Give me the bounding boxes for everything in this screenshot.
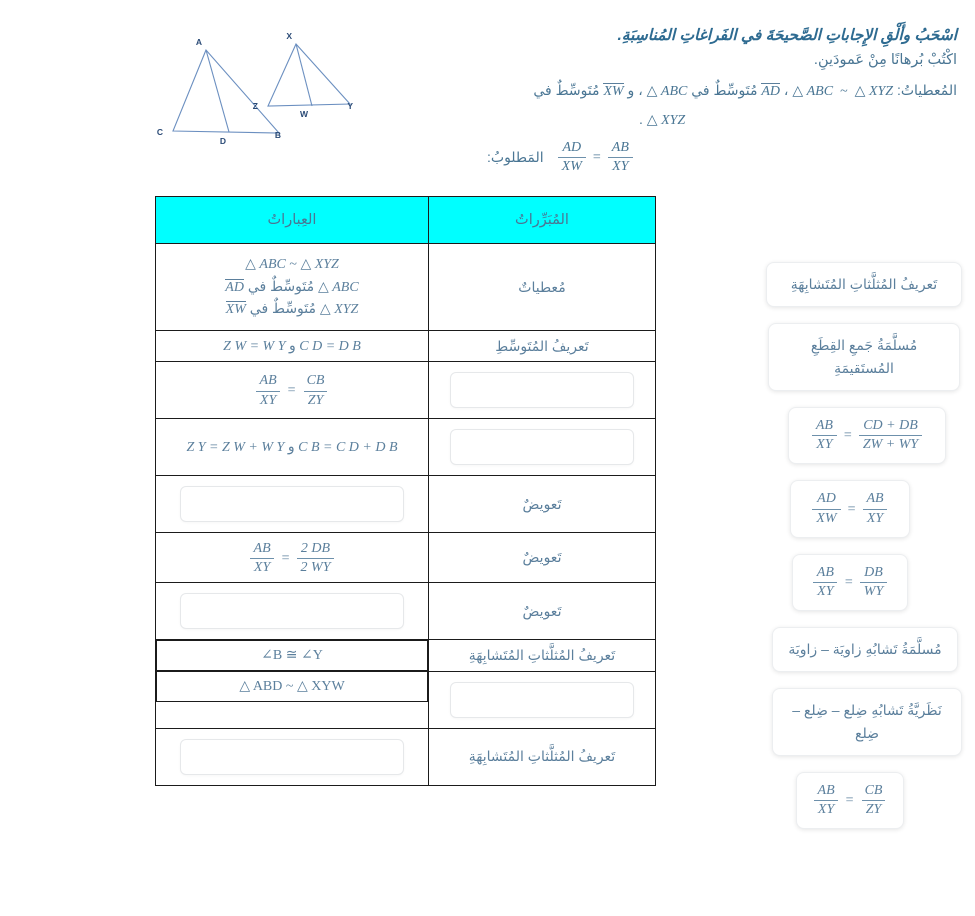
triangle-xyz-shape xyxy=(268,44,350,106)
card-label: نَظَريَّةُ تَشابُهِ ضِلع – ضِلع – ضِلع xyxy=(792,701,942,742)
answer-card-fraction-ad-xw-ab-xy[interactable] xyxy=(790,480,910,537)
triangle-xyz: △ XYZ xyxy=(646,112,686,128)
fraction-ad-xw: $\frac{AD}{XW}$ xyxy=(558,140,586,175)
justification-cell: تَعريفُ المُثلَّثاتِ المُتَشابِهَةِ xyxy=(429,640,656,672)
justification-cell[interactable] xyxy=(429,671,656,728)
given-sep-1: ، xyxy=(783,82,789,98)
table-row xyxy=(156,671,656,728)
answer-card-sss-similarity-theorem[interactable] xyxy=(772,688,962,756)
table-row xyxy=(156,244,656,331)
drop-zone[interactable] xyxy=(450,429,633,465)
answer-card-fraction-cd-db-zw-wy[interactable] xyxy=(788,407,946,464)
statement-fraction: $\frac{AB}{XY}$ = $\frac{CB}{ZY}$ xyxy=(254,373,331,408)
answer-card-fraction-ab-xy-cb-zy[interactable] xyxy=(796,772,904,829)
drop-zone[interactable] xyxy=(180,593,404,629)
drop-zone[interactable] xyxy=(450,682,633,718)
card-equation: $\frac{AB}{XY}$ = $\frac{CD + DB}{ZW + WY}$ xyxy=(801,418,933,453)
card-equation: $\frac{AD}{XW}$ = $\frac{AB}{XY}$ xyxy=(803,491,897,526)
label-Y: Y xyxy=(347,101,353,111)
label-Z: Z xyxy=(252,101,258,111)
given-sep-2: ، و xyxy=(627,82,643,98)
label-D: D xyxy=(219,136,226,146)
label-A: A xyxy=(195,37,202,47)
required-equation: $\frac{AD}{XW}$ = $\frac{AB}{XY}$ xyxy=(556,140,635,175)
table-row xyxy=(156,640,656,672)
justification-cell[interactable] xyxy=(429,419,656,476)
drop-zone[interactable] xyxy=(180,486,404,522)
triangle-abc: △ ABC xyxy=(646,84,688,99)
given-line xyxy=(487,77,957,106)
table-row xyxy=(156,331,656,362)
card-equation: $\frac{AB}{XY}$ = $\frac{DB}{WY}$ xyxy=(805,565,895,600)
justification-cell: تَعويضٌ xyxy=(429,476,656,533)
segment-xw: XW xyxy=(603,84,624,99)
justification-cell[interactable] xyxy=(429,362,656,419)
table-row xyxy=(156,419,656,476)
table-body xyxy=(156,244,656,786)
given-median-text-2: مُتَوسِّطٌ في xyxy=(533,82,600,98)
triangles-figure xyxy=(150,28,365,148)
label-B: B xyxy=(274,130,281,140)
statement-line-similarity: △ ABC ~ △ XYZ xyxy=(245,256,339,272)
given-expression-1: △ ABC ~ △ XYZ xyxy=(792,84,894,99)
given-line-2 xyxy=(487,106,957,135)
required-line xyxy=(487,140,957,175)
table-row xyxy=(156,533,656,583)
statement-fraction: $\frac{AB}{XY}$ = $\frac{2 DB}{2 WY}$ xyxy=(248,541,337,576)
card-label: مُسلَّمَةُ جَمعِ القِطَعِ المُستَقيمَةِ xyxy=(810,337,918,377)
justification-cell: تَعويضٌ xyxy=(429,533,656,583)
table-header-row xyxy=(156,197,656,244)
statement-line-median-xw: △ XYZ مُتَوسِّطٌ في XW xyxy=(225,300,359,318)
segment-ad: AD xyxy=(761,84,781,99)
statement-cell xyxy=(156,331,429,362)
answer-card-aa-similarity-postulate[interactable] xyxy=(772,627,958,672)
triangles-svg xyxy=(150,28,365,148)
statement-cell: △ ABD ~ △ XYW xyxy=(156,671,428,702)
answer-cards-panel xyxy=(658,262,970,845)
instruction-text: اسْحَبُ وأَلْقِ الإِجاباتِ الصَّحيحَةَ في الفَراغاتِ المُناسِبَةِ. xyxy=(617,27,957,44)
required-label: المَطلوبُ: xyxy=(487,149,544,166)
statement-text: Z W = W Y و C D = D B xyxy=(223,339,361,354)
statement-cell xyxy=(156,533,429,583)
sub-instruction-text: اكْتُبْ بُرهانًا مِنْ عَمودَينِ. xyxy=(813,52,957,68)
statement-cell xyxy=(156,362,429,419)
justification-cell: تَعريفُ المُتَوسِّطِ xyxy=(429,331,656,362)
statement-cell[interactable] xyxy=(156,728,429,785)
answer-card-segment-addition-postulate[interactable] xyxy=(768,323,960,391)
statement-cell[interactable] xyxy=(156,476,429,533)
figure-lines xyxy=(173,44,350,133)
answer-card-definition-similar-triangles[interactable] xyxy=(766,262,962,307)
drop-zone[interactable] xyxy=(180,739,404,775)
card-equation: $\frac{AB}{XY}$ = $\frac{CB}{ZY}$ xyxy=(809,783,891,818)
answer-card-fraction-ab-xy-db-wy[interactable] xyxy=(792,554,908,611)
table-head xyxy=(156,197,656,244)
label-W: W xyxy=(299,109,308,119)
table-row xyxy=(156,362,656,419)
justification-cell: مُعطياتٌ xyxy=(429,244,656,331)
justification-cell: تَعويضٌ xyxy=(429,583,656,640)
table-row xyxy=(156,476,656,533)
card-label: مُسلَّمَةُ تَشابُهِ زاويَة – زاويَة xyxy=(788,640,942,657)
table-row xyxy=(156,728,656,785)
figure-labels xyxy=(157,31,353,146)
two-column-proof-table xyxy=(155,196,656,786)
header-statements: العِباراتُ xyxy=(156,197,429,244)
drop-zone[interactable] xyxy=(450,372,633,408)
table-row xyxy=(156,583,656,640)
prompt-block xyxy=(487,26,957,175)
header-justifications: المُبَرِّراتُ xyxy=(429,197,656,244)
label-C: C xyxy=(156,127,163,137)
statement-cell[interactable] xyxy=(156,583,429,640)
given-label: المُعطياتُ: xyxy=(896,82,957,98)
statement-cell: ∠B ≅ ∠Y xyxy=(156,640,428,671)
given-median-text-1: مُتَوسِّطٌ في xyxy=(691,82,758,98)
statement-cell xyxy=(156,244,429,331)
statement-text: Z Y = Z W + W Y و C B = C D + D B xyxy=(186,440,398,455)
fraction-ab-xy: $\frac{AB}{XY}$ xyxy=(608,140,633,175)
card-label: تَعريفُ المُثلَّثاتِ المُتَشابِهَةِ xyxy=(790,276,938,292)
label-X: X xyxy=(286,31,292,41)
justification-cell: تَعريفُ المُثلَّثاتِ المُتَشابِهَةِ xyxy=(429,728,656,785)
statement-cell xyxy=(156,419,429,476)
statement-line-median-ad: △ ABC مُتَوسِّطٌ في AD xyxy=(225,277,359,295)
given-period: . xyxy=(639,110,643,127)
